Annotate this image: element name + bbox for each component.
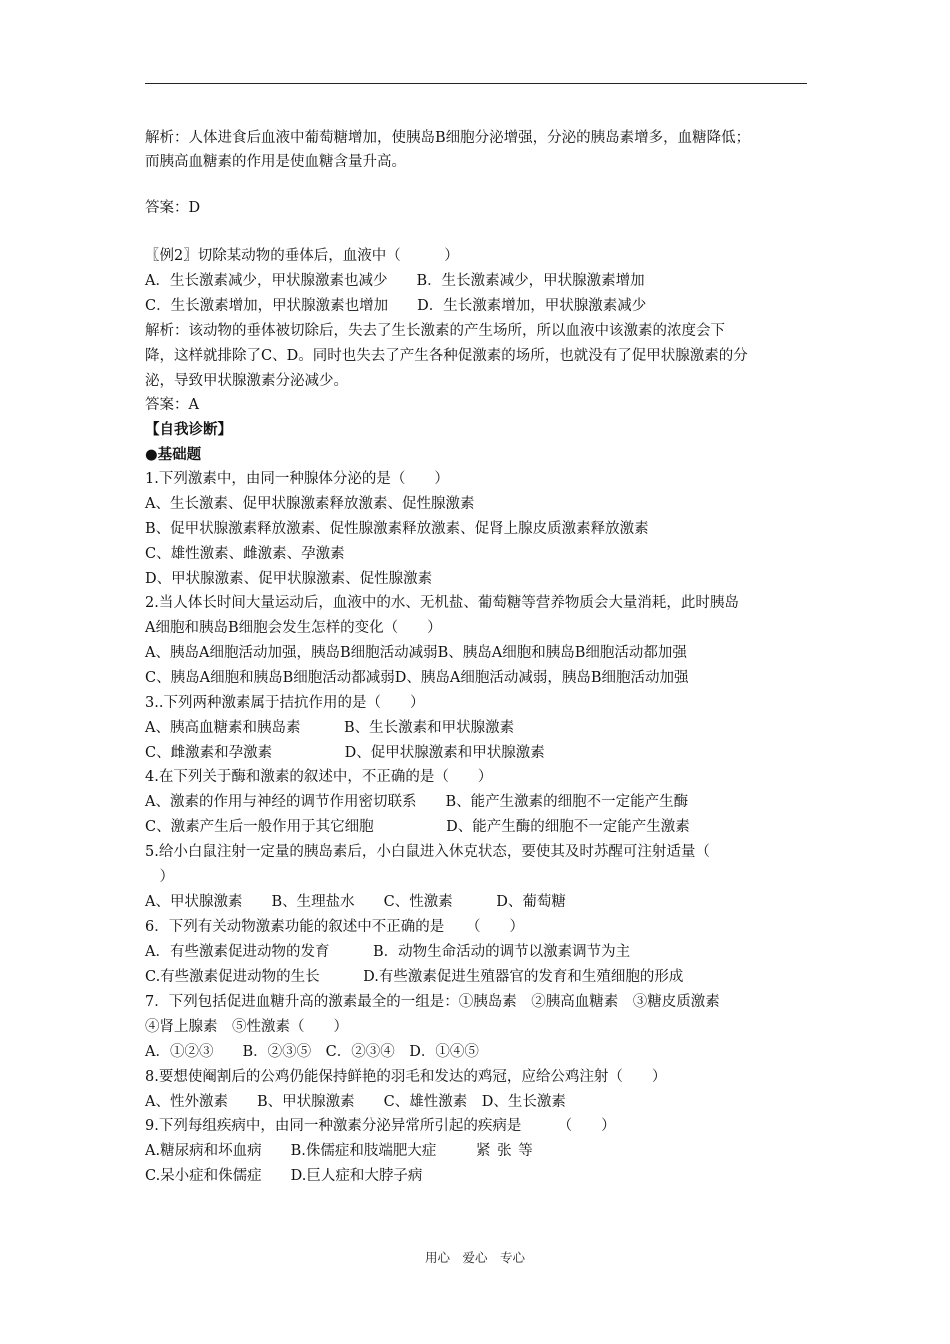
text-line: 〖例2〗切除某动物的垂体后，血液中（ ） xyxy=(145,248,459,264)
text-line: A细胞和胰岛B细胞会发生怎样的变化（ ） xyxy=(145,620,442,636)
text-line: 3..下列两种激素属于拮抗作用的是（ ） xyxy=(145,695,425,711)
text-line: 泌，导致甲状腺激素分泌减少。 xyxy=(145,373,348,389)
text-line: A、胰高血糖素和胰岛素 B、生长激素和甲状腺激素 xyxy=(145,720,515,736)
text-line: A、激素的作用与神经的调节作用密切联系 B、能产生激素的细胞不一定能产生酶 xyxy=(145,794,689,810)
text-line: C、雄性激素、雌激素、孕激素 xyxy=(145,546,345,562)
text-line: C、激素产生后一般作用于其它细胞 D、能产生酶的细胞不一定能产生激素 xyxy=(145,819,690,835)
page-footer: 用心 爱心 专心 xyxy=(424,1250,525,1265)
text-line: C．生长激素增加，甲状腺激素也增加 D．生长激素增加，甲状腺激素减少 xyxy=(145,298,647,314)
text-line: 7．下列包括促进血糖升高的激素最全的一组是：①胰岛素 ②胰高血糖素 ③糖皮质激素 xyxy=(145,994,720,1010)
text-line: 答案：D xyxy=(145,200,201,216)
text-line: A、胰岛A细胞活动加强，胰岛B细胞活动减弱B、胰岛A细胞和胰岛B细胞活动都加强 xyxy=(145,645,687,661)
text-line: 解析：该动物的垂体被切除后，失去了生长激素的产生场所，所以血液中该激素的浓度会下 xyxy=(145,323,725,339)
text-line: C、雌激素和孕激素 D、促甲状腺激素和甲状腺激素 xyxy=(145,745,545,761)
text-line: 解析：人体进食后血液中葡萄糖增加，使胰岛B细胞分泌增强，分泌的胰岛素增多，血糖降低； xyxy=(145,130,751,146)
text-line: A、甲状腺激素 B、生理盐水 C、性激素 D、葡萄糖 xyxy=(145,894,566,910)
text-line: A.糖尿病和坏血病 B.侏儒症和肢端肥大症 xyxy=(145,1143,437,1159)
text-line: A、性外激素 B、甲状腺激素 C、雄性激素 D、生长激素 xyxy=(145,1094,566,1110)
text-line: D、甲状腺激素、促甲状腺激素、促性腺激素 xyxy=(145,571,433,587)
text-line: A．生长激素减少，甲状腺激素也减少 B．生长激素减少，甲状腺激素增加 xyxy=(145,273,645,289)
text-line: 答案：A xyxy=(145,397,199,413)
text-line: ④肾上腺素 ⑤性激素（ ） xyxy=(145,1019,348,1035)
text-line: A、生长激素、促甲状腺激素释放激素、促性腺激素 xyxy=(145,496,475,512)
text-line: 而胰高血糖素的作用是使血糖含量升高。 xyxy=(145,154,406,170)
text-line: C、胰岛A细胞和胰岛B细胞活动都减弱D、胰岛A细胞活动减弱，胰岛B细胞活动加强 xyxy=(145,670,689,686)
text-line: 1.下列激素中，由同一种腺体分泌的是（ ） xyxy=(145,471,449,487)
text-line: 6．下列有关动物激素功能的叙述中不正确的是 （ ） xyxy=(145,919,524,935)
text-line: B、促甲状腺激素释放激素、促性腺激素释放激素、促肾上腺皮质激素释放激素 xyxy=(145,521,649,537)
text-line: ●基础题 xyxy=(145,446,202,463)
text-line: A．有些激素促进动物的发育 B．动物生命活动的调节以激素调节为主 xyxy=(145,944,631,960)
text-line: 9.下列每组疾病中，由同一种激素分泌异常所引起的疾病是 （ ） xyxy=(145,1118,616,1134)
text-line: 2.当人体长时间大量运动后，血液中的水、无机盐、葡萄糖等营养物质会大量消耗，此时胰岛 xyxy=(145,595,739,611)
text-line: 降，这样就排除了C、D。同时也失去了产生各种促激素的场所，也就没有了促甲状腺激素的分 xyxy=(145,348,748,364)
text-line: ） xyxy=(145,869,174,885)
text-line: C.呆小症和侏儒症 D.巨人症和大脖子病 xyxy=(145,1168,423,1184)
overlapping-text-fragment: 紧 张 等 xyxy=(476,1143,534,1159)
text-line: 【自我诊断】 xyxy=(145,421,232,438)
header-rule xyxy=(145,83,807,84)
text-line: 8.要想使阉割后的公鸡仍能保持鲜艳的羽毛和发达的鸡冠，应给公鸡注射（ ） xyxy=(145,1069,667,1085)
text-line: C.有些激素促进动物的生长 D.有些激素促进生殖器官的发育和生殖细胞的形成 xyxy=(145,969,684,985)
text-line: 4.在下列关于酶和激素的叙述中，不正确的是（ ） xyxy=(145,769,493,785)
text-line: 5.给小白鼠注射一定量的胰岛素后，小白鼠进入休克状态，要使其及时苏醒可注射适量（ xyxy=(145,844,710,860)
text-line: A．①②③ B．②③⑤ C．②③④ D．①④⑤ xyxy=(145,1044,479,1060)
